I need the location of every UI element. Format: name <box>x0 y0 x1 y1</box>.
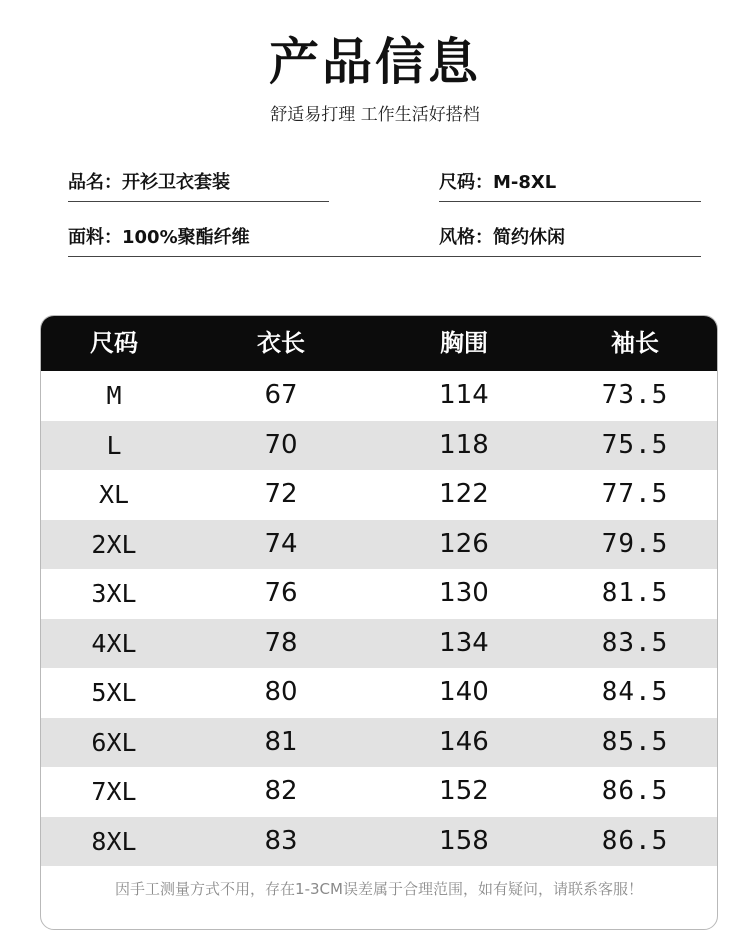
length-cell: 72 <box>264 479 298 509</box>
table-row <box>41 470 717 520</box>
sleeve-cell: 84.5 <box>601 677 669 707</box>
size-table <box>40 315 718 930</box>
info-label: 风格： <box>439 227 493 248</box>
length-cell: 80 <box>264 677 298 707</box>
column-header-size: 尺码 <box>90 329 138 357</box>
table-body <box>41 371 717 866</box>
table-row <box>41 718 717 768</box>
size-cell: 4XL <box>91 628 137 658</box>
chest-cell: 146 <box>439 726 489 757</box>
chest-cell: 114 <box>439 380 489 410</box>
length-cell: 82 <box>264 776 298 806</box>
chest-cell: 158 <box>439 825 489 856</box>
table-row <box>41 767 717 817</box>
chest-cell: 118 <box>439 429 489 460</box>
table-row <box>41 668 717 718</box>
chest-cell: 122 <box>439 479 489 509</box>
size-cell: 6XL <box>91 727 137 757</box>
length-cell: 81 <box>264 726 298 757</box>
column-header-chest: 胸围 <box>440 329 488 357</box>
table-row <box>41 817 717 867</box>
size-cell: XL <box>98 480 130 509</box>
chest-cell: 152 <box>439 776 489 806</box>
sleeve-cell: 85.5 <box>601 726 669 757</box>
table-row <box>41 619 717 669</box>
info-label: 面料： <box>68 227 122 248</box>
sleeve-cell: 83.5 <box>601 627 669 658</box>
info-label: 尺码： <box>439 172 493 193</box>
chest-cell: 126 <box>439 528 489 559</box>
length-cell: 83 <box>264 825 298 856</box>
table-row <box>41 520 717 570</box>
table-row <box>41 569 717 619</box>
info-style <box>439 223 701 257</box>
chest-cell: 130 <box>439 578 489 608</box>
info-value: M-8XL <box>493 172 557 193</box>
column-header-length: 衣长 <box>257 329 305 357</box>
sleeve-cell: 81.5 <box>601 578 669 608</box>
info-label: 品名： <box>68 172 122 193</box>
size-cell: 2XL <box>91 529 137 559</box>
size-cell: 8XL <box>91 826 137 856</box>
info-value: 100%聚酯纤维 <box>122 227 250 248</box>
length-cell: 78 <box>264 627 298 658</box>
page-title: 产品信息 <box>269 33 481 91</box>
sleeve-cell: 86.5 <box>601 825 669 856</box>
measurement-note: 因手工测量方式不用，存在1-3CM误差属于合理范围，如有疑问，请联系客服！ <box>115 880 643 898</box>
info-value: 简约休闲 <box>493 227 565 248</box>
size-cell: 5XL <box>91 678 137 707</box>
length-cell: 70 <box>264 429 298 460</box>
chest-cell: 134 <box>439 627 489 658</box>
table-header <box>41 316 717 371</box>
info-product-name <box>68 168 329 202</box>
sleeve-cell: 86.5 <box>601 776 669 806</box>
page-subtitle: 舒适易打理 工作生活好搭档 <box>270 105 480 125</box>
table-row <box>41 371 717 421</box>
chest-cell: 140 <box>439 677 489 707</box>
table-row <box>41 421 717 471</box>
size-cell: L <box>106 430 122 460</box>
sleeve-cell: 75.5 <box>601 429 669 460</box>
size-cell: M <box>106 381 122 410</box>
size-cell: 3XL <box>91 579 137 608</box>
size-cell: 7XL <box>91 777 137 806</box>
sleeve-cell: 73.5 <box>601 380 669 410</box>
sleeve-cell: 77.5 <box>601 479 669 509</box>
length-cell: 74 <box>264 528 298 559</box>
column-header-sleeve: 袖长 <box>611 329 659 357</box>
info-value: 开衫卫衣套装 <box>122 172 230 193</box>
length-cell: 67 <box>264 380 298 410</box>
length-cell: 76 <box>264 578 298 608</box>
sleeve-cell: 79.5 <box>601 528 669 559</box>
info-size-range <box>439 168 701 202</box>
